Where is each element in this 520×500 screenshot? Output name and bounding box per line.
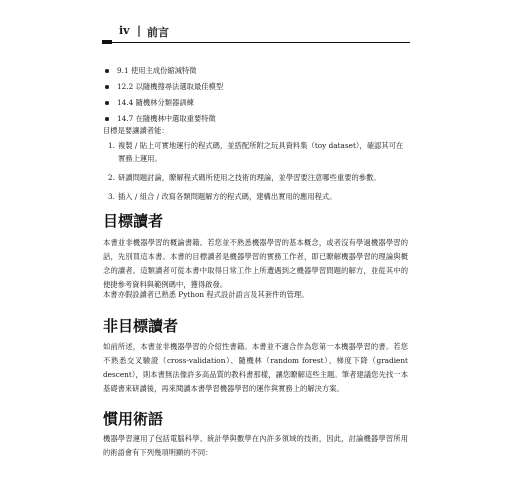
heading-non-target-audience: 非目標讀者 — [103, 317, 179, 335]
goal-number: 3. — [108, 192, 115, 201]
goal-text: 研讀問題討論，瞭解程式碼所使用之技術的理論，並學習要注意哪些重要的參數。 — [118, 173, 381, 182]
header-section-title: 前言 — [147, 26, 169, 39]
heading-terminology: 慣用術語 — [103, 410, 164, 428]
bullet-dot-icon — [105, 85, 109, 89]
bullet-dot-icon — [105, 117, 109, 121]
bullet-text: 12.2 以隨機搜尋法選取最佳模型 — [117, 82, 224, 91]
goals-list — [103, 139, 408, 209]
goals-intro: 目標是要讓讀者能： — [103, 126, 169, 135]
target-paragraph-1: 本書並非機器學習的概論書籍。若您並不熟悉機器學習的基本概念，或者沒有學過機器學習的話，先別買這本書。本書的目標讀者是機器學習的實務工作者，即已瞭解機器學習的理論與概念的讀者。這類讀者可從本書中取得日常工作上所遭遇到之機器學習問題的解方，並從其中的便捷參考資料與範例碼中，獲得啟發。 — [103, 238, 408, 289]
bullet-dot-icon — [105, 69, 109, 73]
target-paragraph-2: 本書亦假設讀者已熟悉 Python 程式設計語言及其套件的管理。 — [103, 290, 309, 299]
bullet-item — [117, 95, 223, 111]
header-separator: | — [137, 24, 142, 37]
goal-item — [103, 190, 408, 203]
goal-text: 插入 / 組合 / 改寫各類問題解方的程式碼，建構出實用的應用程式。 — [118, 192, 337, 201]
goal-number: 1. — [108, 141, 115, 150]
bullet-dot-icon — [105, 101, 109, 105]
bullet-item — [117, 63, 223, 79]
terminology-paragraph: 機器學習運用了包括電腦科學、統計學與數學在內許多領域的技術，因此，討論機器學習所用的術語會有下列幾項明顯的不同： — [103, 434, 408, 457]
bullet-text: 14.7 在隨機林中選取重要特徵 — [117, 114, 216, 123]
goal-item — [103, 171, 408, 184]
running-header — [102, 24, 410, 43]
bullet-text: 14.4 隨機林分類器訓練 — [117, 98, 194, 107]
goal-number: 2. — [108, 173, 115, 182]
non-target-paragraph: 如前所述，本書並非機器學習的介紹性書籍。本書並不適合作為您第一本機器學習的書。若您不熟悉交叉驗證（cross-validation）、隨機林（random forest）、梯度下降（gradient descent），則本書無法像許多高品質的教科書那樣，讓您瞭解這些主題。筆者建議您先找一本基礎書來研讀後，再來閱讀本書學習機器學習的運作與實務上的解決方案。 — [103, 342, 408, 393]
goal-text: 複製 / 貼上可實地運行的程式碼，並搭配所附之玩具資料集（toy dataset），確認其可在實務上運用。 — [118, 141, 404, 163]
header-accent-bar — [102, 40, 112, 44]
recipe-bullet-list — [117, 63, 223, 127]
bullet-item — [117, 79, 223, 95]
goal-item — [103, 139, 408, 165]
heading-target-audience: 目標讀者 — [103, 212, 164, 230]
page-number: iv — [119, 24, 130, 37]
bullet-text: 9.1 使用主成份縮減特徵 — [117, 66, 197, 75]
